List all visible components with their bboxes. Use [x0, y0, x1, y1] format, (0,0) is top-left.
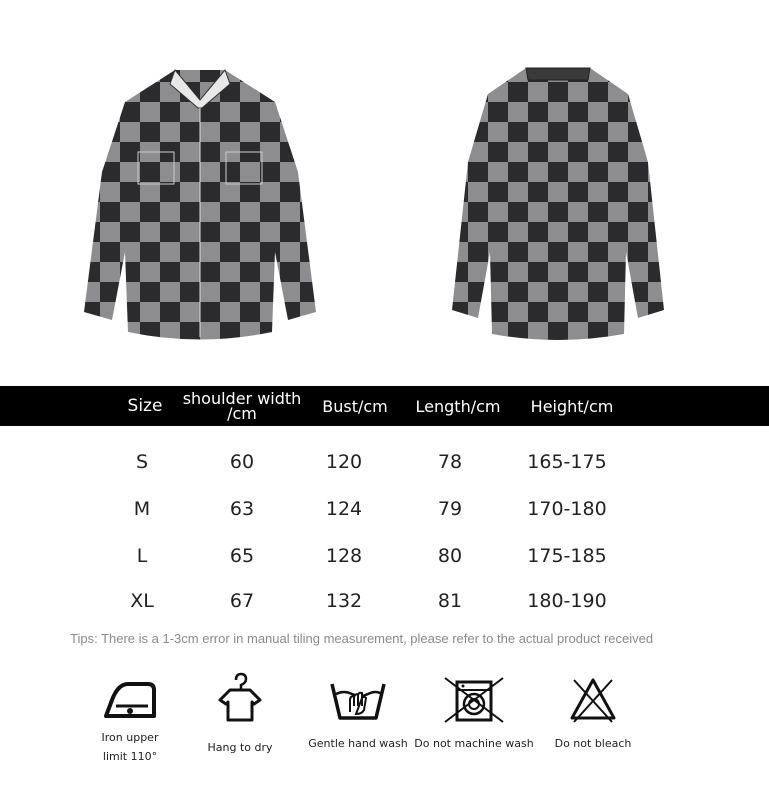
care-hand-wash — [300, 676, 416, 753]
cell-shoulder: 67 — [229, 590, 255, 612]
cell-length: 80 — [437, 545, 463, 567]
care-no-machine-wash — [412, 676, 536, 753]
cell-bust: 128 — [325, 545, 363, 567]
header-shoulder-width — [178, 386, 306, 426]
cell-bust: 124 — [325, 498, 363, 520]
hand-wash-icon — [328, 676, 388, 724]
cell-bust: 120 — [325, 451, 363, 473]
care-iron-label-2: limit 110° — [102, 750, 158, 763]
cell-height: 180-190 — [527, 590, 607, 612]
iron-icon — [100, 676, 160, 724]
header-shoulder-line2: /cm — [227, 404, 257, 423]
cell-length: 81 — [437, 590, 463, 612]
cell-size: L — [136, 545, 148, 567]
cell-bust: 132 — [325, 590, 363, 612]
size-table-header — [0, 386, 769, 426]
cell-height: 165-175 — [527, 451, 607, 473]
cell-length: 79 — [437, 498, 463, 520]
no-bleach-icon — [568, 676, 618, 724]
cell-shoulder: 63 — [229, 498, 255, 520]
care-iron — [90, 676, 170, 766]
cell-shoulder: 65 — [229, 545, 255, 567]
hanger-icon — [216, 672, 264, 724]
header-size: Size — [127, 395, 163, 416]
cell-size: XL — [130, 590, 154, 612]
table-row — [0, 494, 769, 524]
care-no-bleach-label: Do not bleach — [554, 737, 632, 750]
cell-size: S — [135, 451, 149, 473]
measurement-tip: Tips: There is a 1-3cm error in manual tiling measurement, please refer to the actual product received — [70, 631, 654, 646]
care-hand-wash-label: Gentle hand wash — [308, 737, 408, 750]
header-bust: Bust/cm — [322, 396, 388, 416]
header-height: Height/cm — [530, 396, 614, 416]
no-machine-wash-icon — [441, 676, 507, 724]
header-length: Length/cm — [415, 396, 501, 416]
table-row — [0, 541, 769, 571]
care-no-machine-wash-label: Do not machine wash — [414, 737, 534, 750]
jacket-back-image — [448, 62, 668, 347]
header-shoulder-line1: shoulder width — [182, 389, 302, 408]
cell-height: 170-180 — [527, 498, 607, 520]
cell-shoulder: 60 — [229, 451, 255, 473]
care-hang-dry — [200, 672, 280, 757]
table-row — [0, 447, 769, 477]
care-iron-label-1: Iron upper — [101, 731, 159, 744]
table-row — [0, 586, 769, 616]
cell-size: M — [133, 498, 151, 520]
cell-length: 78 — [437, 451, 463, 473]
care-no-bleach — [548, 676, 638, 753]
care-hang-label: Hang to dry — [207, 741, 273, 754]
cell-height: 175-185 — [527, 545, 607, 567]
jacket-front-image — [80, 62, 320, 347]
